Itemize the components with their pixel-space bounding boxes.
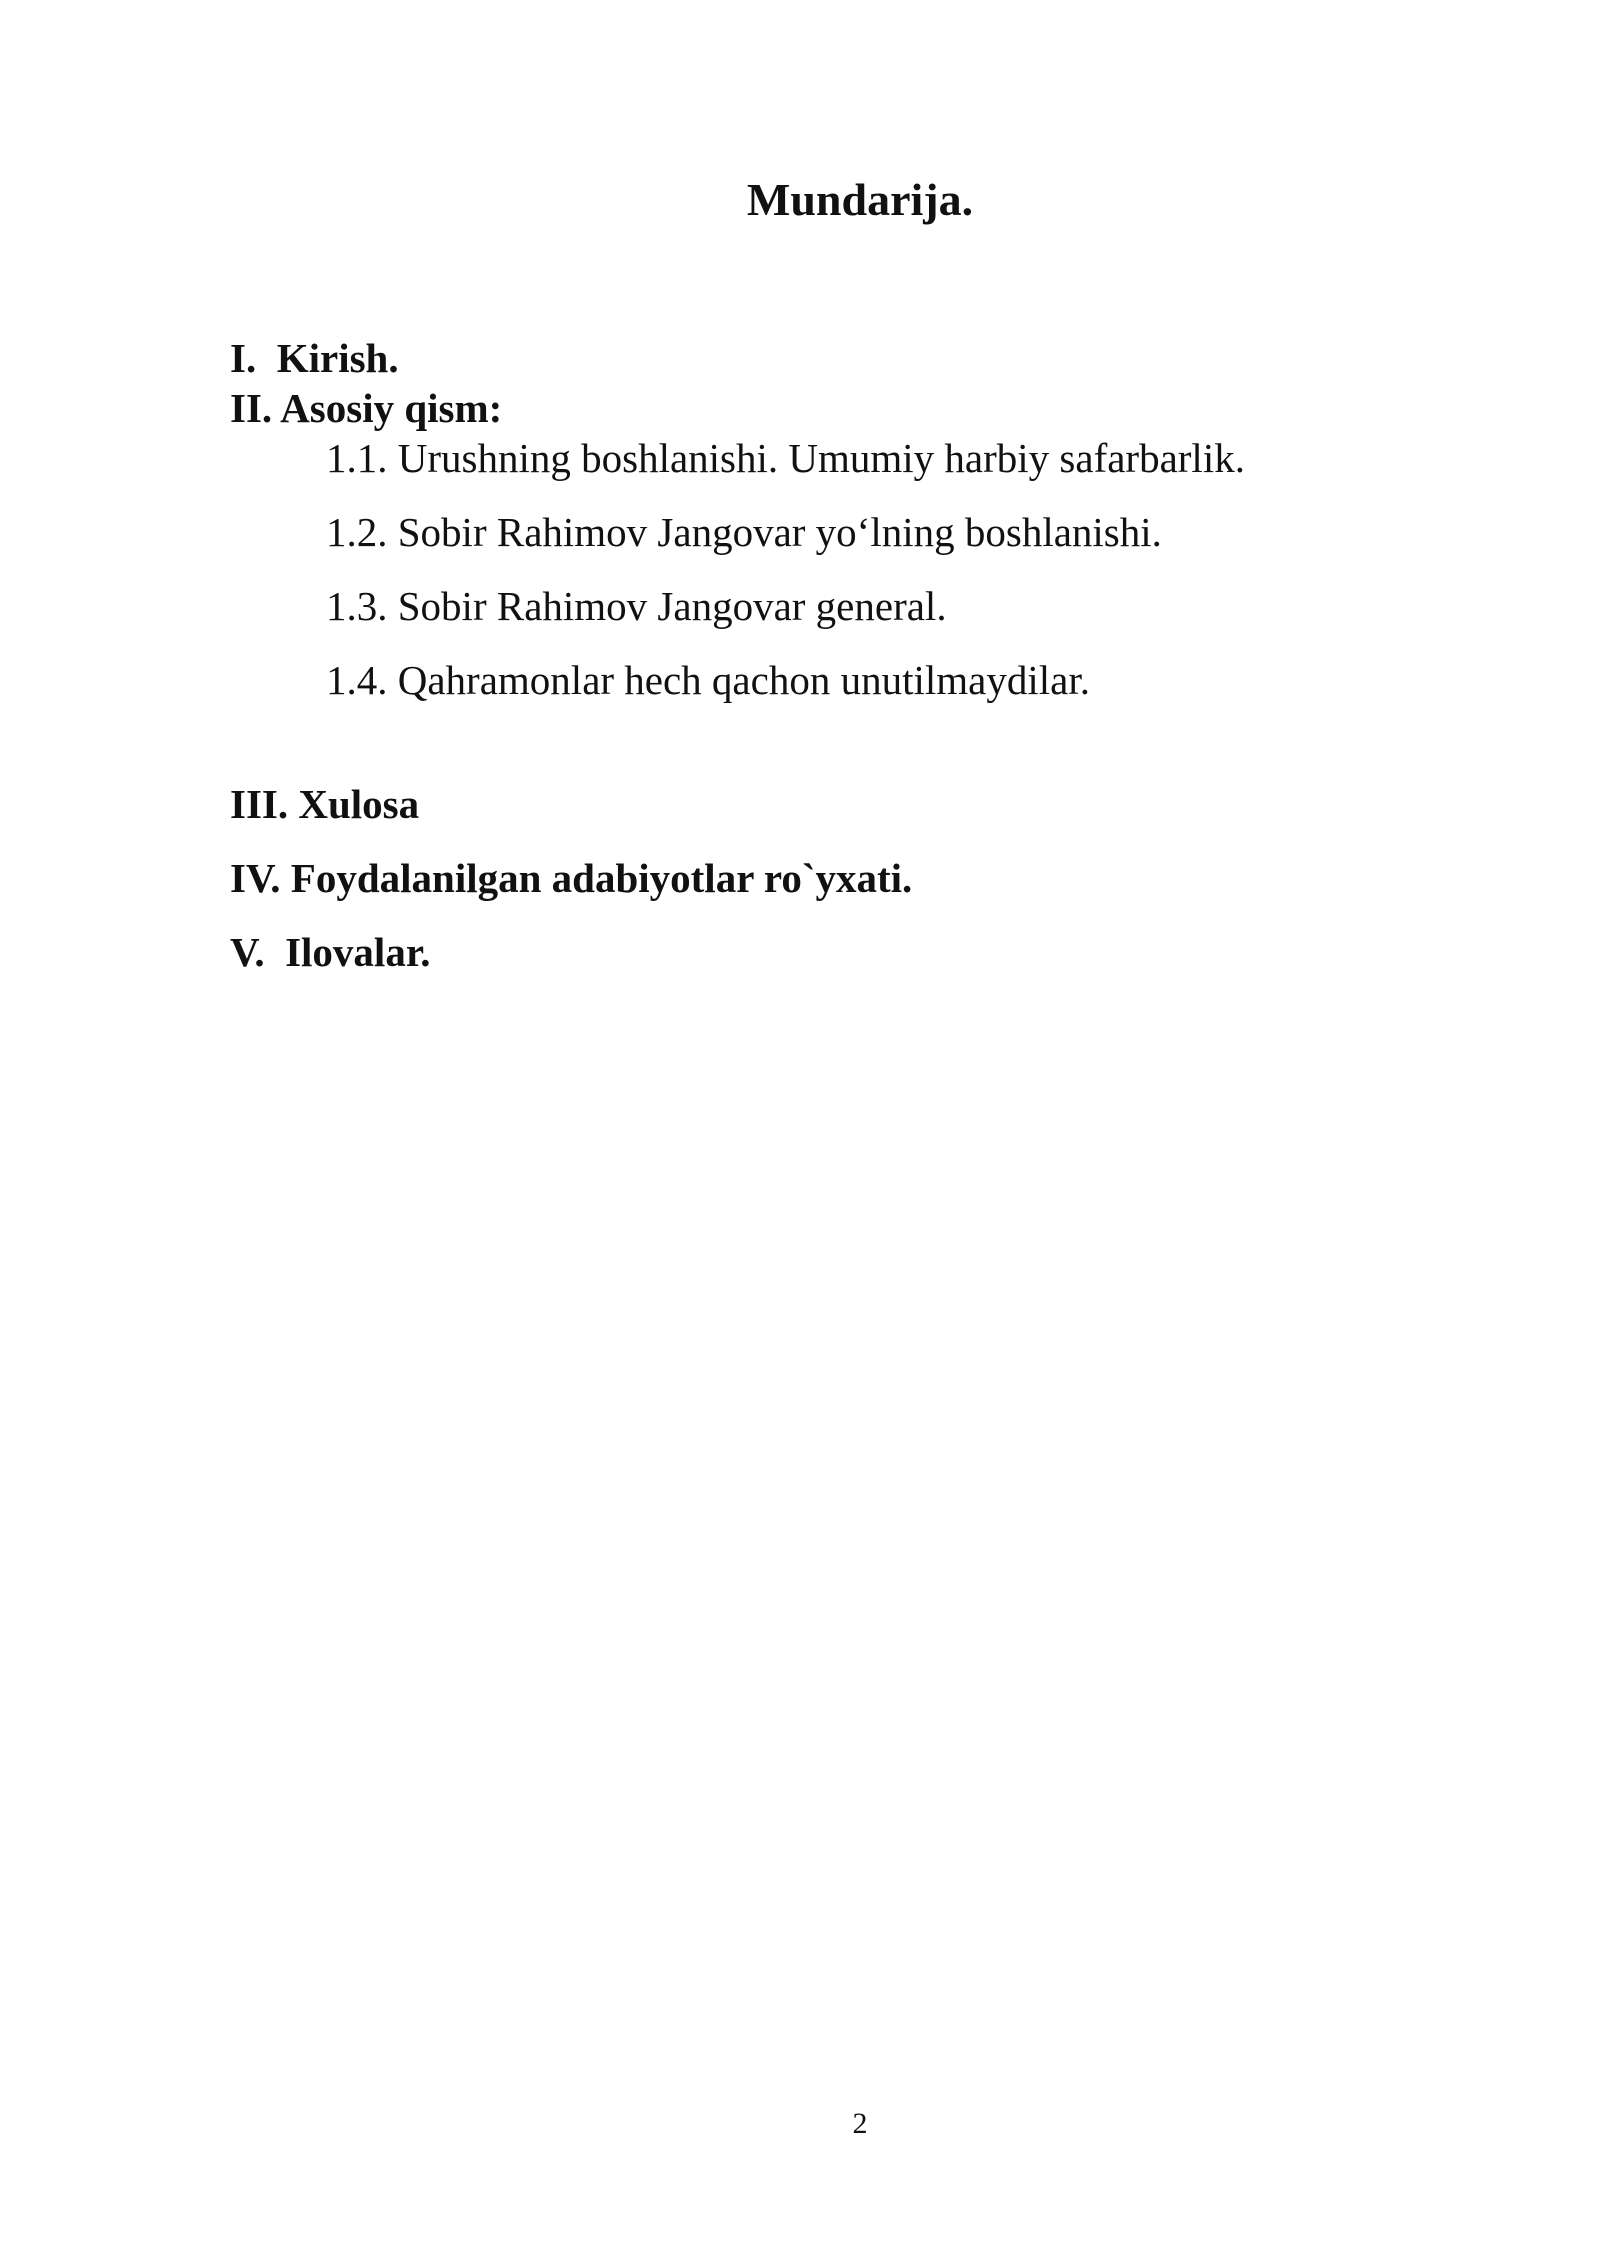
toc-section-4-label: Foydalanilgan adabiyotlar ro`yxati. xyxy=(290,855,913,901)
toc-section-1-number: I. xyxy=(230,335,257,381)
page-title: Mundarija. xyxy=(746,174,974,225)
toc-section-2 xyxy=(230,382,502,434)
toc-section-3-label: Xulosa xyxy=(298,781,420,827)
toc-section-2-label: Asosiy qism: xyxy=(280,385,503,431)
toc-subsection-1-3: 1.3. Sobir Rahimov Jangovar general. xyxy=(326,583,947,629)
toc-section-5 xyxy=(230,926,431,978)
page-number: 2 xyxy=(852,2107,868,2140)
toc-section-3-number: III. xyxy=(230,781,289,827)
toc-section-3 xyxy=(230,778,419,830)
toc-subsection-1-2: 1.2. Sobir Rahimov Jangovar yo‘lning boshlanishi. xyxy=(326,509,1162,555)
toc-section-2-number: II. xyxy=(230,385,273,431)
toc-section-5-number: V. xyxy=(230,929,265,975)
toc-section-4 xyxy=(230,852,912,904)
toc-section-1 xyxy=(230,332,399,384)
toc-subsection-1-4: 1.4. Qahramonlar hech qachon unutilmaydilar. xyxy=(326,657,1090,703)
toc-subsection-1-1: 1.1. Urushning boshlanishi. Umumiy harbiy safarbarlik. xyxy=(326,435,1245,481)
toc-section-1-label: Kirish. xyxy=(276,335,399,381)
toc-section-4-number: IV. xyxy=(230,855,281,901)
toc-section-5-label: Ilovalar. xyxy=(285,929,431,975)
